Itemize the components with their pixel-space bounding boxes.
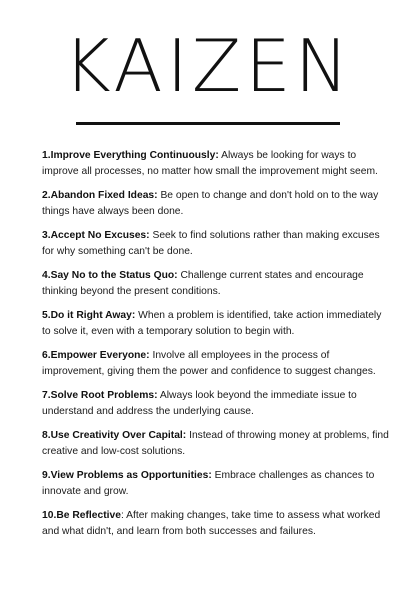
item-heading: 4.Say No to the Status Quo: (42, 270, 178, 281)
item-text: When a problem is identified, take action immediately to solve it, even with a temporary solution to begin with. (42, 310, 382, 337)
list-item (42, 508, 390, 540)
list-item (42, 308, 390, 340)
list-item (42, 388, 390, 420)
item-heading: 9.View Problems as Opportunities: (42, 470, 212, 481)
principles-list (42, 148, 390, 548)
item-heading: 2.Abandon Fixed Ideas: (42, 190, 158, 201)
item-text: Challenge current states and encourage thinking beyond the present conditions. (42, 270, 364, 297)
item-text: Always be looking for ways to improve all processes, no matter how small the improvement might seem. (42, 150, 378, 177)
item-heading: 6.Empower Everyone: (42, 350, 150, 361)
page-title: KAIZEN (63, 24, 353, 108)
list-item (42, 468, 390, 500)
item-heading: 10.Be Reflective (42, 510, 121, 521)
item-heading: 1.Improve Everything Continuously: (42, 150, 219, 161)
list-item (42, 268, 390, 300)
list-item (42, 188, 390, 220)
item-text: Instead of throwing money at problems, find creative and low-cost solutions. (42, 430, 389, 457)
item-text: Involve all employees in the process of improvement, giving them the power and confidence to suggest changes. (42, 350, 376, 377)
list-item (42, 348, 390, 380)
item-heading: 8.Use Creativity Over Capital: (42, 430, 187, 441)
item-text: Embrace challenges as chances to innovate and grow. (42, 470, 375, 497)
list-item (42, 148, 390, 180)
item-heading: 3.Accept No Excuses: (42, 230, 150, 241)
item-text: : After making changes, take time to assess what worked and what didn't, and learn from both successes and failures. (42, 510, 381, 537)
item-text: Be open to change and don't hold on to the way things have always been done. (42, 190, 379, 217)
title-underline (76, 122, 340, 125)
list-item (42, 428, 390, 460)
list-item (42, 228, 390, 260)
item-heading: 7.Solve Root Problems: (42, 390, 158, 401)
item-heading: 5.Do it Right Away: (42, 310, 136, 321)
item-text: Always look beyond the immediate issue to understand and address the underlying cause. (42, 390, 357, 417)
item-text: Seek to find solutions rather than making excuses for why something can't be done. (42, 230, 380, 257)
